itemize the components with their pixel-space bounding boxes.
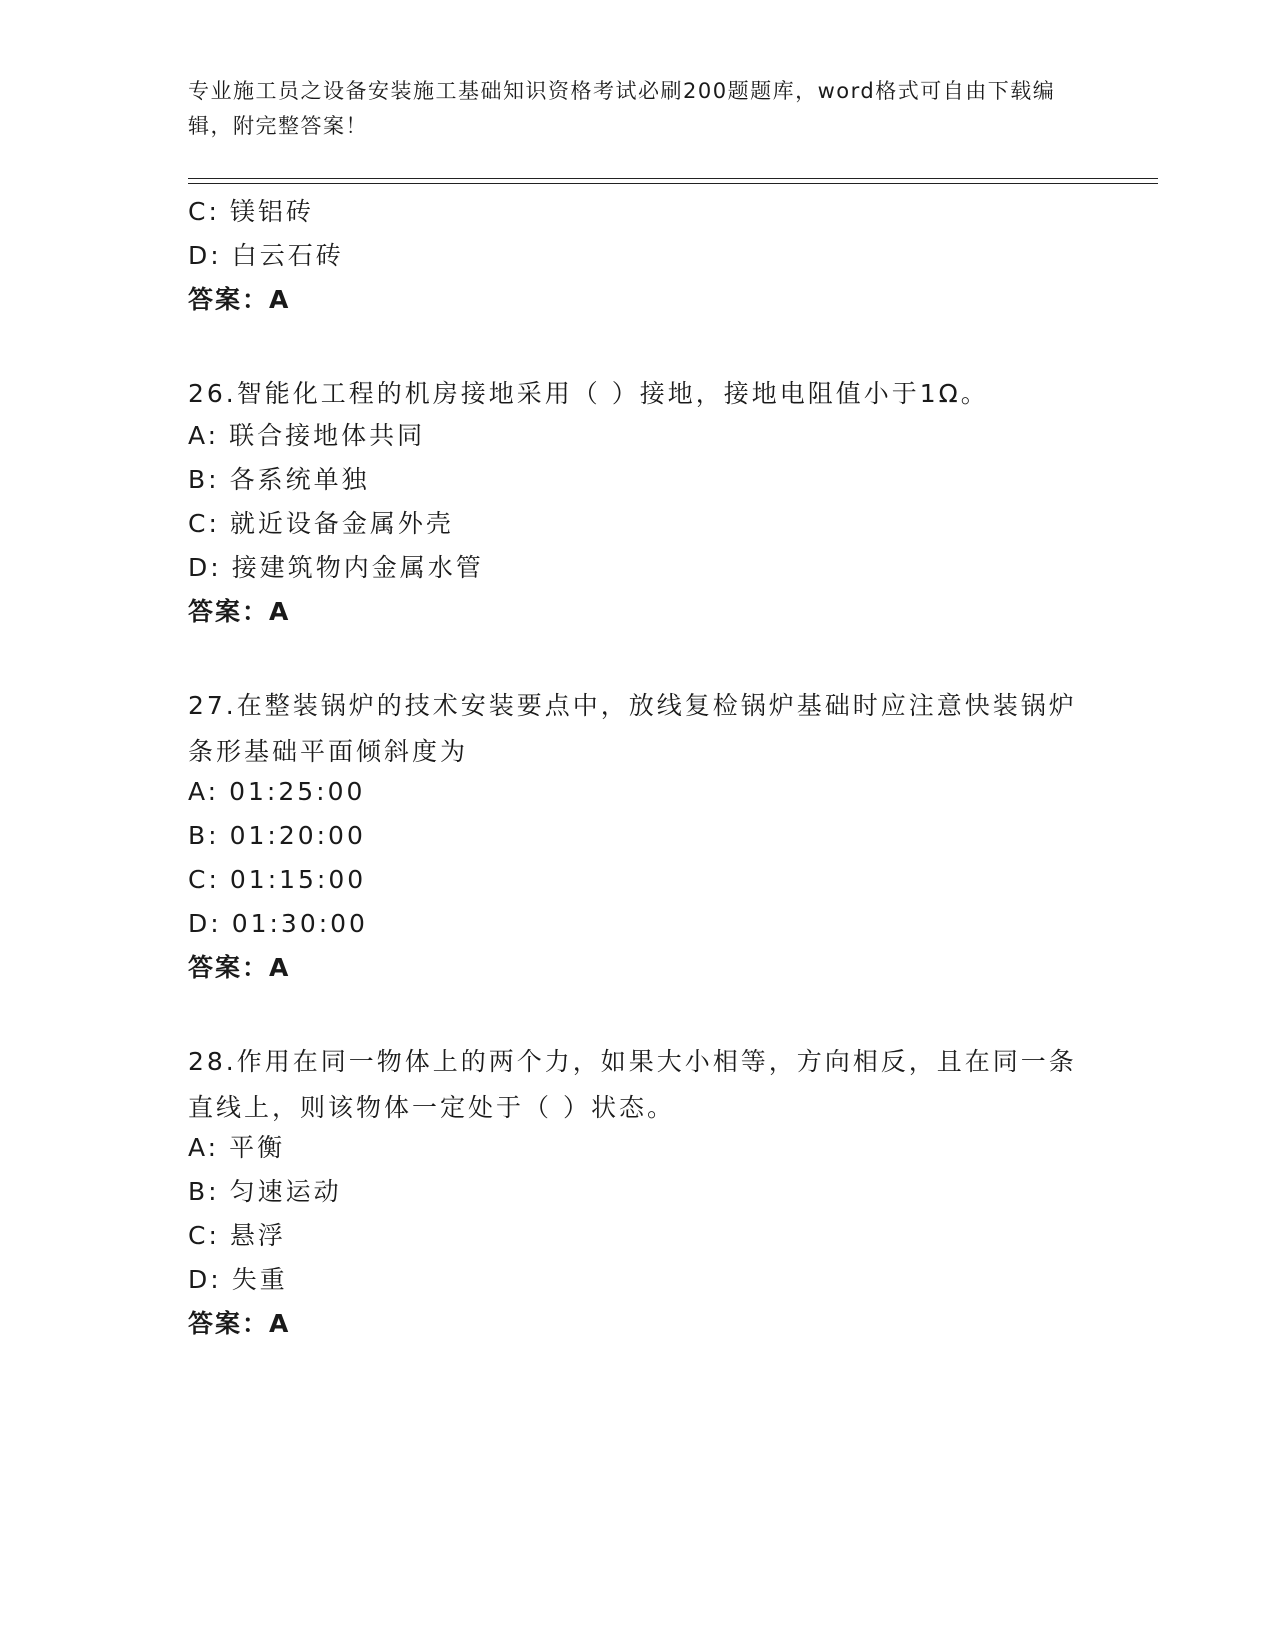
document-header: 专业施工员之设备安装施工基础知识资格考试必刷200题题库，word格式可自由下载编辑，附完整答案！: [188, 79, 1056, 138]
option-c: [188, 196, 314, 228]
option-letter: A:: [188, 777, 220, 806]
option-text: 失重: [231, 1265, 288, 1294]
option-letter: B:: [188, 821, 220, 850]
option-letter: D:: [188, 553, 222, 582]
option-d: [188, 908, 368, 940]
option-text: 悬浮: [229, 1221, 286, 1250]
option-a: [188, 420, 425, 452]
option-text: 01:30:00: [231, 909, 368, 938]
option-text: 镁铝砖: [229, 197, 314, 226]
option-letter: C:: [188, 509, 220, 538]
option-letter: C:: [188, 1221, 220, 1250]
option-b: [188, 820, 366, 852]
option-text: 白云石砖: [231, 241, 344, 270]
option-letter: B:: [188, 1177, 220, 1206]
option-text: 01:20:00: [229, 821, 366, 850]
answer-line: 答案：A: [188, 1309, 291, 1338]
option-text: 各系统单独: [229, 465, 370, 494]
option-text: 联合接地体共同: [229, 421, 426, 450]
question-stem: 28.作用在同一物体上的两个力，如果大小相等，方向相反，且在同一条直线上，则该物体一定处于（ ）状态。: [188, 1047, 1077, 1122]
option-letter: D:: [188, 1265, 222, 1294]
option-text: 01:25:00: [229, 777, 366, 806]
option-c: [188, 864, 366, 896]
header-divider-bottom: [188, 183, 1158, 184]
option-a: [188, 1132, 285, 1164]
option-letter: C:: [188, 197, 220, 226]
option-text: 接建筑物内金属水管: [231, 553, 484, 582]
question-stem: 27.在整装锅炉的技术安装要点中，放线复检锅炉基础时应注意快装锅炉条形基础平面倾斜度为: [188, 691, 1077, 766]
option-letter: D:: [188, 241, 222, 270]
option-text: 就近设备金属外壳: [229, 509, 454, 538]
option-d: [188, 240, 344, 272]
option-text: 匀速运动: [229, 1177, 342, 1206]
option-c: [188, 1220, 286, 1252]
option-letter: B:: [188, 465, 220, 494]
header-divider-top: [188, 178, 1158, 179]
option-b: [188, 464, 370, 496]
question-stem: 26.智能化工程的机房接地采用（ ）接地，接地电阻值小于1Ω。: [188, 379, 989, 408]
option-text: 01:15:00: [229, 865, 367, 894]
option-d: [188, 1264, 288, 1296]
option-letter: D:: [188, 909, 222, 938]
option-letter: A:: [188, 1133, 220, 1162]
option-b: [188, 1176, 342, 1208]
answer-line: 答案：A: [188, 285, 291, 314]
answer-line: 答案：A: [188, 597, 291, 626]
option-c: [188, 508, 454, 540]
option-letter: C:: [188, 865, 220, 894]
option-a: [188, 776, 365, 808]
option-d: [188, 552, 484, 584]
answer-line: 答案：A: [188, 953, 291, 982]
option-text: 平衡: [229, 1133, 286, 1162]
option-letter: A:: [188, 421, 220, 450]
